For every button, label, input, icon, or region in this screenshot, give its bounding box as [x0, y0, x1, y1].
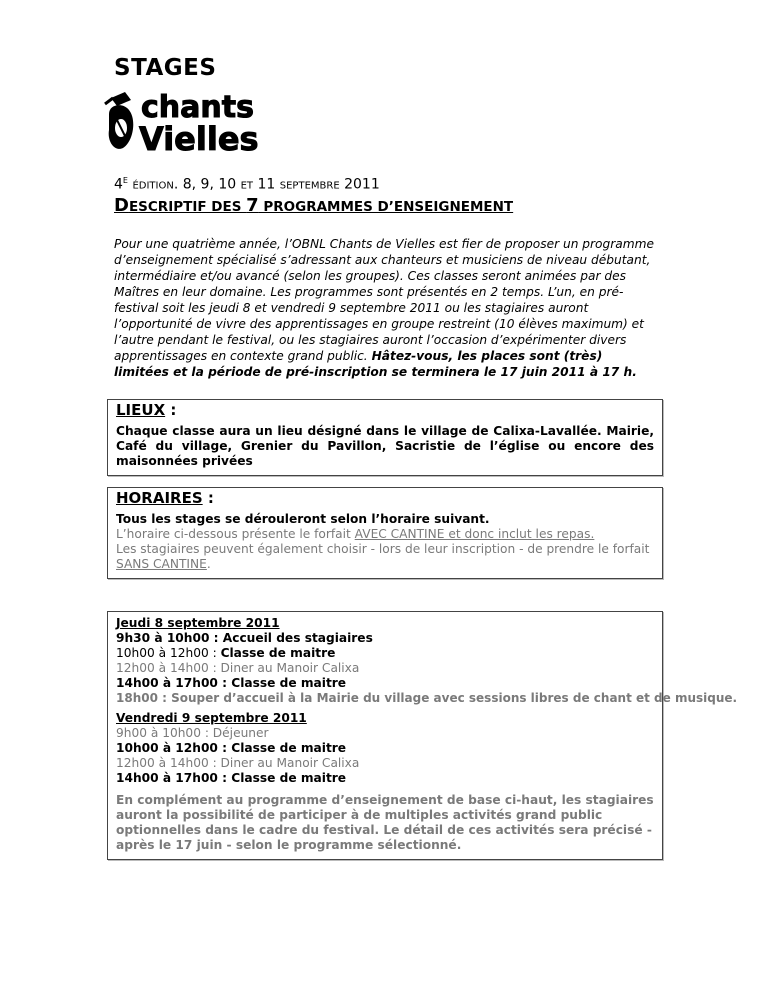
intro-text: Pour une quatrième année, l’OBNL Chants de Vielles est fier de proposer un programme d’enseignement spécialisé s’adressant aux chanteurs et musiciens de niveau débutant, intermédiaire et/ou avancé (selon les groupes). Ces classes seront animées par des Maîtres en leur domaine. Les programmes sont présentés en 2 temps. L’un, en pré-festival soit les jeudi 8 et vendredi 9 septembre 2011 ou les stagiaires auront l’opportunité de vivre des apprentissages en groupe restreint (10 élèves maximum) et l’autre pendant le festival, ou les stagiaires auront l’occasion d’expérimenter divers apprentissages en contexte grand public. — [114, 237, 654, 363]
edition-line: $4^E$ ÉDITION. 8, 9, 10 ET 11 SEPTEMBRE 2011 — [114, 176, 380, 193]
schedule-item: 9h00 à 10h00 : Déjeuner — [116, 726, 269, 740]
chants-de-vielles-logo — [103, 84, 263, 154]
logo-text-bottom: Vielles — [139, 120, 259, 154]
intro-deadline: Hâtez-vous, les places sont (très) limitées et la période de pré-inscription se terminera le 17 juin 2011 à 17 h. — [114, 349, 637, 379]
schedule-box — [107, 611, 738, 860]
page-title: STAGES — [114, 55, 217, 81]
section-heading: DESCRIPTIF DES 7 PROGRAMMES D’ENSEIGNEMENT — [114, 195, 514, 216]
schedule-item: 9h30 à 10h00 : Accueil des stagiaires — [116, 631, 373, 645]
lieux-box — [107, 399, 663, 476]
schedule-item: 14h00 à 17h00 : Classe de maitre — [116, 676, 347, 690]
horaires-line4: SANS CANTINE. — [116, 557, 211, 571]
horaires-line3: Les stagiaires peuvent également choisir - lors de leur inscription - de prendre le forfait — [116, 542, 650, 556]
logo-text-top: chants — [141, 90, 254, 125]
schedule-item: 14h00 à 17h00 : Classe de maitre — [116, 771, 347, 785]
horaires-title: HORAIRES : — [116, 489, 214, 507]
horaires-line2: L’horaire ci-dessous présente le forfait AVEC CANTINE et donc inclut les repas. — [116, 527, 595, 541]
schedule-item: 12h00 à 14h00 : Diner au Manoir Calixa — [116, 661, 360, 675]
day2-heading: Vendredi 9 septembre 2011 — [116, 711, 307, 725]
schedule-closing: En complément au programme d’enseignement de base ci-haut, les stagiaires auront la possibilité de participer à de multiples activités grand public optionnelles dans le cadre du festival. Le détail de ces activités sera précisé - après le 17 juin - selon le programme sélectionné. — [116, 793, 654, 852]
lieux-text: Chaque classe aura un lieu désigné dans le village de Calixa-Lavallée. Mairie, Café du village, Grenier du Pavillon, Sacristie de l’église ou encore des maisonnées privées — [116, 424, 654, 468]
horaires-line1: Tous les stages se dérouleront selon l’horaire suivant. — [116, 512, 490, 526]
schedule-item: 10h00 à 12h00 : Classe de maitre — [116, 646, 336, 660]
schedule-item: 12h00 à 14h00 : Diner au Manoir Calixa — [116, 756, 360, 770]
horaires-box — [107, 487, 663, 579]
schedule-item: 10h00 à 12h00 : Classe de maitre — [116, 741, 347, 755]
day1-heading: Jeudi 8 septembre 2011 — [116, 616, 280, 630]
lieux-title: LIEUX : — [116, 401, 177, 419]
hurdy-gurdy-icon — [105, 92, 133, 149]
schedule-item: 18h00 : Souper d’accueil à la Mairie du village avec sessions libres de chant et de musique. — [116, 691, 738, 705]
intro-paragraph — [114, 236, 654, 380]
